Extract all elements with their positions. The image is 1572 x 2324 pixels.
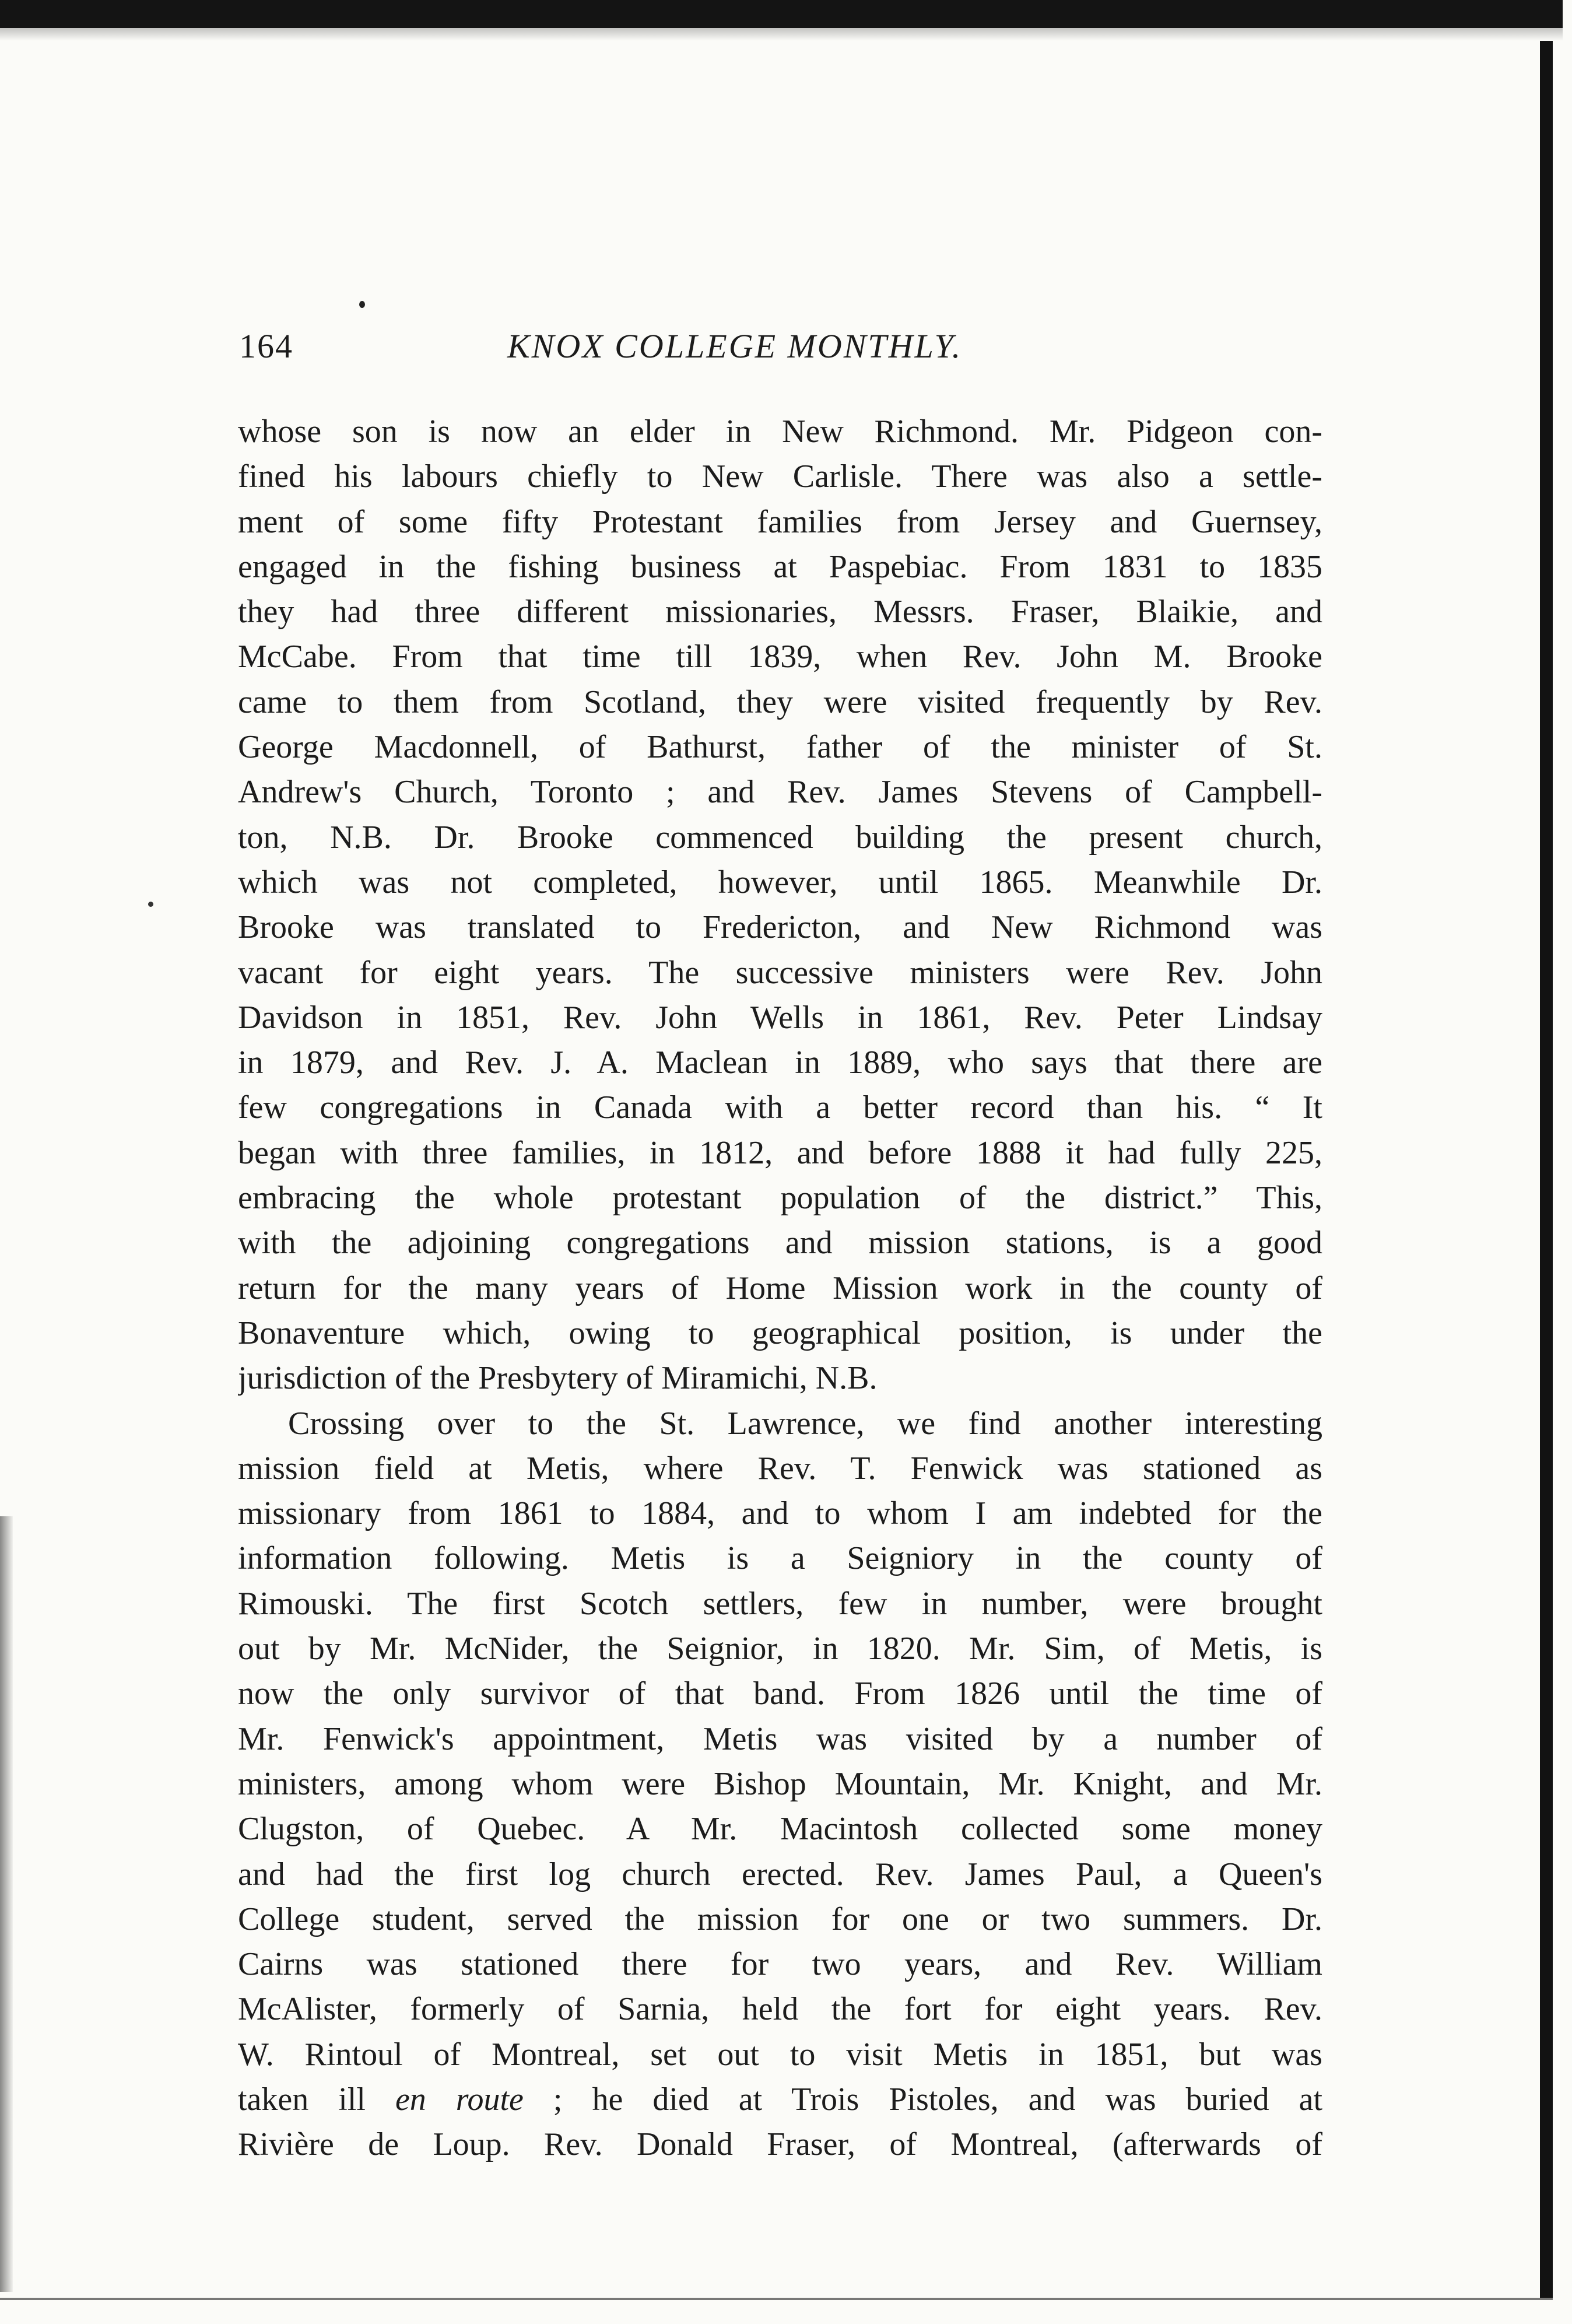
text-line: whose son is now an elder in New Richmond. Mr. Pidgeon con- xyxy=(238,413,1322,450)
text-line: and had the first log church erected. Rev. James Paul, a Queen's xyxy=(238,1856,1322,1892)
text-line: with the adjoining congregations and mission stations, is a good xyxy=(238,1225,1322,1261)
text-line: engaged in the fishing business at Paspebiac. From 1831 to 1835 xyxy=(238,548,1322,585)
text-run: ; he died at Trois Pistoles, and was buried at xyxy=(523,2081,1322,2118)
text-line: few congregations in Canada with a better record than his. “ It xyxy=(238,1089,1322,1126)
text-line: Andrew's Church, Toronto ; and Rev. James Stevens of Campbell- xyxy=(238,774,1322,811)
text-line: vacant for eight years. The successive ministers were Rev. John xyxy=(238,954,1322,991)
text-line: Rivière de Loup. Rev. Donald Fraser, of Montreal, (afterwards of xyxy=(238,2126,1322,2163)
text-line: ton, N.B. Dr. Brooke commenced building the present church, xyxy=(238,819,1322,856)
text-line: out by Mr. McNider, the Seignior, in 1820. Mr. Sim, of Metis, is xyxy=(238,1631,1322,1667)
text-line: they had three different missionaries, Messrs. Fraser, Blaikie, and xyxy=(238,594,1322,630)
text-line: Bonaventure which, owing to geographical position, is under the xyxy=(238,1315,1322,1351)
text-line: jurisdiction of the Presbytery of Miramichi, N.B. xyxy=(238,1360,878,1397)
body-text xyxy=(238,409,1322,2168)
text-line: McCabe. From that time till 1839, when Rev. John M. Brooke xyxy=(238,639,1322,675)
text-line: Cairns was stationed there for two years, and Rev. William xyxy=(238,1946,1322,1983)
scan-left-edge xyxy=(0,1516,13,2292)
scan-top-border xyxy=(0,0,1563,28)
running-head: KNOX COLLEGE MONTHLY. xyxy=(507,327,963,365)
page-header xyxy=(239,327,1335,379)
text-line: information following. Metis is a Seigniory in the county of xyxy=(238,1540,1322,1577)
text-line: ment of some fifty Protestant families from Jersey and Guernsey, xyxy=(238,503,1322,540)
text-line: McAlister, formerly of Sarnia, held the fort for eight years. Rev. xyxy=(238,1991,1322,2028)
text-line: Clugston, of Quebec. A Mr. Macintosh collected some money xyxy=(238,1811,1322,1848)
italic-phrase: en route xyxy=(395,2081,524,2118)
text-run: taken ill xyxy=(238,2081,395,2118)
ink-speck xyxy=(148,902,153,907)
text-line: began with three families, in 1812, and before 1888 it had fully 225, xyxy=(238,1134,1322,1171)
text-line: Brooke was translated to Fredericton, and New Richmond was xyxy=(238,909,1322,946)
text-line: Rimouski. The first Scotch settlers, few in number, were brought xyxy=(238,1585,1322,1622)
text-line: missionary from 1861 to 1884, and to whom I am indebted for the xyxy=(238,1495,1322,1532)
text-line: now the only survivor of that band. From 1826 until the time of xyxy=(238,1675,1322,1712)
text-line: Crossing over to the St. Lawrence, we find another interesting xyxy=(288,1405,1322,1442)
scan-bottom-border xyxy=(0,2298,1553,2300)
scan-top-shadow xyxy=(0,28,1563,41)
page-number: 164 xyxy=(239,327,293,365)
text-line xyxy=(238,2077,1322,2122)
text-line: Mr. Fenwick's appointment, Metis was visited by a number of xyxy=(238,1720,1322,1757)
text-line: George Macdonnell, of Bathurst, father of the minister of St. xyxy=(238,729,1322,766)
text-line: which was not completed, however, until 1865. Meanwhile Dr. xyxy=(238,864,1322,900)
text-line: W. Rintoul of Montreal, set out to visit Metis in 1851, but was xyxy=(238,2036,1322,2073)
text-line: Davidson in 1851, Rev. John Wells in 1861, Rev. Peter Lindsay xyxy=(238,999,1322,1036)
text-line: embracing the whole protestant population of the district.” This, xyxy=(238,1180,1322,1217)
text-line: came to them from Scotland, they were visited frequently by Rev. xyxy=(238,683,1322,720)
ink-speck xyxy=(359,301,365,308)
scan-right-border xyxy=(1540,41,1553,2298)
text-line: in 1879, and Rev. J. A. Maclean in 1889, who says that there are xyxy=(238,1044,1322,1081)
text-line: fined his labours chiefly to New Carlisle. There was also a settle- xyxy=(238,458,1322,495)
text-line: mission field at Metis, where Rev. T. Fenwick was stationed as xyxy=(238,1450,1322,1487)
text-line: return for the many years of Home Mission work in the county of xyxy=(238,1270,1322,1306)
text-line: ministers, among whom were Bishop Mountain, Mr. Knight, and Mr. xyxy=(238,1765,1322,1802)
text-line: College student, served the mission for one or two summers. Dr. xyxy=(238,1901,1322,1937)
